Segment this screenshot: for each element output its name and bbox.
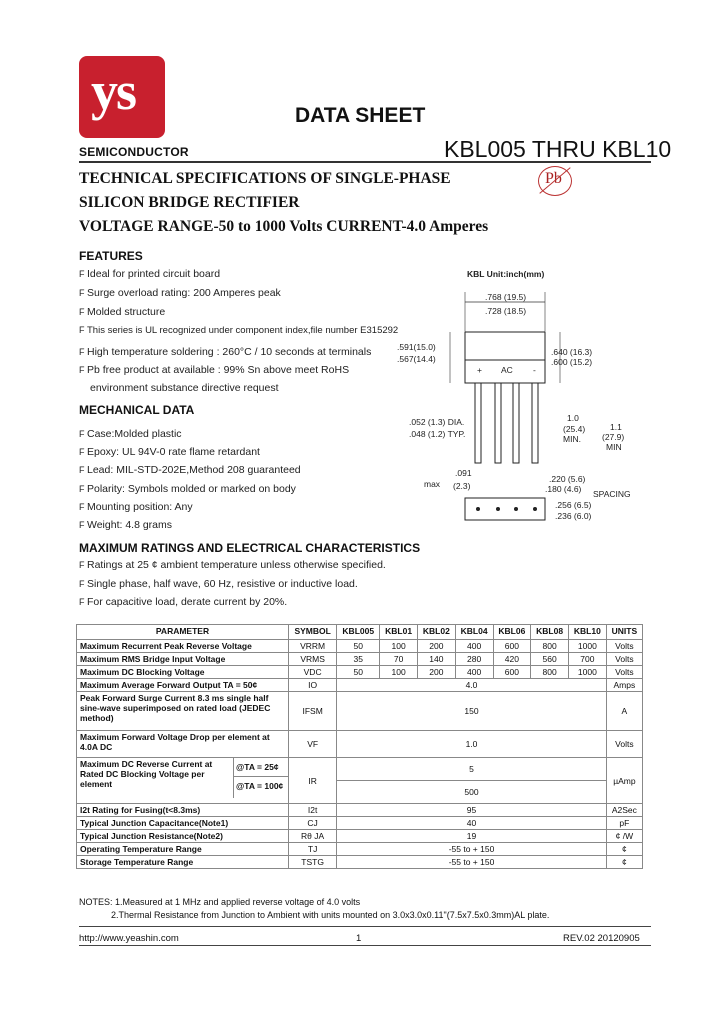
note-1: NOTES: 1.Measured at 1 MHz and applied reverse voltage of 4.0 volts bbox=[79, 897, 361, 907]
footer-url[interactable]: http://www.yeashin.com bbox=[79, 933, 179, 944]
pin-plus: + bbox=[477, 365, 482, 375]
dim-top-2: .728 (18.5) bbox=[485, 306, 527, 316]
dim-spacing-label: SPACING bbox=[593, 489, 631, 499]
table-header-row: PARAMETER SYMBOL KBL005 KBL01 KBL02 KBL04 KBL06 KBL08 KBL10 UNITS bbox=[77, 625, 643, 640]
feature-continuation: environment substance directive request bbox=[90, 382, 279, 394]
pb-label: Pb bbox=[545, 170, 562, 187]
mechanical-item: F Mounting position: Any bbox=[79, 501, 193, 513]
spec-table bbox=[76, 624, 643, 869]
feature-item: F This series is UL recognized under component index,file number E315292 bbox=[79, 325, 399, 336]
feature-item: F Surge overload rating: 200 Amperes peak bbox=[79, 287, 281, 299]
table-row: Storage Temperature Range TSTG -55 to + 150 ¢ bbox=[77, 856, 643, 869]
dim-max-1: .091 bbox=[455, 468, 472, 478]
dim-top-1: .768 (19.5) bbox=[485, 292, 527, 302]
dim-spacing-4: .236 (6.0) bbox=[555, 511, 592, 521]
package-diagram bbox=[395, 262, 655, 562]
table-row: Maximum Recurrent Peak Reverse Voltage VRRM 50 100 200 400 600 800 1000 Volts bbox=[77, 640, 643, 653]
feature-item: F Ideal for printed circuit board bbox=[79, 268, 221, 280]
table-row: Maximum Average Forward Output TA = 50¢ IO 4.0 Amps bbox=[77, 679, 643, 692]
table-row: Operating Temperature Range TJ -55 to + 150 ¢ bbox=[77, 843, 643, 856]
ratings-heading: MAXIMUM RATINGS AND ELECTRICAL CHARACTERISTICS bbox=[79, 541, 421, 555]
mechanical-item: F Case:Molded plastic bbox=[79, 428, 182, 440]
dim-spacing-1: .220 (5.6) bbox=[549, 474, 586, 484]
features-heading: FEATURES bbox=[79, 249, 143, 263]
company-name: SEMICONDUCTOR bbox=[79, 145, 189, 159]
mechanical-item: F Polarity: Symbols molded or marked on body bbox=[79, 483, 296, 495]
dim-max-label: max bbox=[424, 479, 441, 489]
diagram-title: KBL Unit:inch(mm) bbox=[467, 269, 545, 279]
ir-cond-25: @TA = 25¢ bbox=[234, 758, 288, 777]
dim-len-6: MIN bbox=[606, 442, 622, 452]
dim-len-3: MIN. bbox=[563, 434, 581, 444]
dim-spacing-3: .256 (6.5) bbox=[555, 500, 592, 510]
ir-value-100: 500 bbox=[464, 787, 479, 797]
title-line-1: TECHNICAL SPECIFICATIONS OF SINGLE-PHASE bbox=[79, 170, 451, 187]
rating-item: F Single phase, half wave, 60 Hz, resistive or inductive load. bbox=[79, 578, 358, 590]
dim-len-2: (25.4) bbox=[563, 424, 586, 434]
table-row-ir: Maximum DC Reverse Current at Rated DC Blocking Voltage per element @TA = 25¢ @TA = 100¢ IR 5 500 µAmp bbox=[77, 758, 643, 804]
footer-revision: REV.02 20120905 bbox=[563, 933, 640, 944]
dim-left-2: .567(14.4) bbox=[397, 354, 436, 364]
feature-item: F High temperature soldering : 260°C / 10 seconds at terminals bbox=[79, 346, 372, 358]
dim-right-1: .640 (16.3) bbox=[551, 347, 593, 357]
title-line-3: VOLTAGE RANGE-50 to 1000 Volts CURRENT-4.0 Amperes bbox=[79, 218, 489, 235]
pin-minus: - bbox=[533, 365, 536, 375]
logo-mark: ys bbox=[91, 61, 136, 121]
pb-free-icon bbox=[538, 166, 572, 196]
ir-value-25: 5 bbox=[337, 758, 606, 781]
mechanical-item: F Weight: 4.8 grams bbox=[79, 519, 173, 531]
table-row: Maximum Forward Voltage Drop per element at 4.0A DC VF 1.0 Volts bbox=[77, 731, 643, 758]
table-row: Peak Forward Surge Current 8.3 ms single half sine-wave superimposed on rated load (JEDEC method) IFSM 150 A bbox=[77, 692, 643, 731]
table-row: Maximum DC Blocking Voltage VDC 50 100 200 400 600 800 1000 Volts bbox=[77, 666, 643, 679]
dim-len-1: 1.0 bbox=[567, 413, 579, 423]
rating-item: F Ratings at 25 ¢ ambient temperature unless otherwise specified. bbox=[79, 559, 386, 571]
title-line-2: SILICON BRIDGE RECTIFIER bbox=[79, 194, 300, 211]
rating-item: F For capacitive load, derate current by 20%. bbox=[79, 596, 288, 608]
feature-item: F Molded structure bbox=[79, 306, 166, 318]
table-row: Typical Junction Capacitance(Note1) CJ 40 pF bbox=[77, 817, 643, 830]
dim-left-1: .591(15.0) bbox=[397, 342, 436, 352]
ir-cond-100: @TA = 100¢ bbox=[236, 781, 284, 791]
mechanical-item: F Lead: MIL-STD-202E,Method 208 guaranteed bbox=[79, 464, 301, 476]
header-divider bbox=[79, 161, 651, 163]
part-range: KBL005 THRU KBL10 bbox=[444, 136, 672, 162]
table-row: I2t Rating for Fusing(t<8.3ms) I2t 95 A2Sec bbox=[77, 804, 643, 817]
dim-max-2: (2.3) bbox=[453, 481, 471, 491]
ir-param: Maximum DC Reverse Current at Rated DC Blocking Voltage per element bbox=[77, 758, 234, 798]
footer-divider-top bbox=[79, 926, 651, 927]
mechanical-heading: MECHANICAL DATA bbox=[79, 403, 195, 417]
mechanical-item: F Epoxy: UL 94V-0 rate flame retardant bbox=[79, 446, 260, 458]
dim-lead-2: .048 (1.2) TYP. bbox=[409, 429, 466, 439]
dim-len-5: (27.9) bbox=[602, 432, 625, 442]
dim-right-2: .600 (15.2) bbox=[551, 357, 593, 367]
note-2: 2.Thermal Resistance from Junction to Ambient with units mounted on 3.0x3.0x0.11"(7.5x7.5x0.3mm)AL plate. bbox=[111, 910, 550, 920]
company-logo bbox=[79, 56, 165, 138]
table-row: Maximum RMS Bridge Input Voltage VRMS 35 70 140 280 420 560 700 Volts bbox=[77, 653, 643, 666]
dim-len-4: 1.1 bbox=[610, 422, 622, 432]
dim-spacing-2: .180 (4.6) bbox=[545, 484, 582, 494]
table-row: Typical Junction Resistance(Note2) Rθ JA 19 ¢ /W bbox=[77, 830, 643, 843]
feature-item: F Pb free product at available : 99% Sn above meet RoHS bbox=[79, 364, 350, 376]
page-title: DATA SHEET bbox=[295, 104, 426, 127]
footer-page-number: 1 bbox=[356, 933, 362, 944]
pin-ac: AC bbox=[501, 365, 513, 375]
dim-lead-1: .052 (1.3) DIA. bbox=[409, 417, 465, 427]
footer-divider-bottom bbox=[79, 945, 651, 946]
